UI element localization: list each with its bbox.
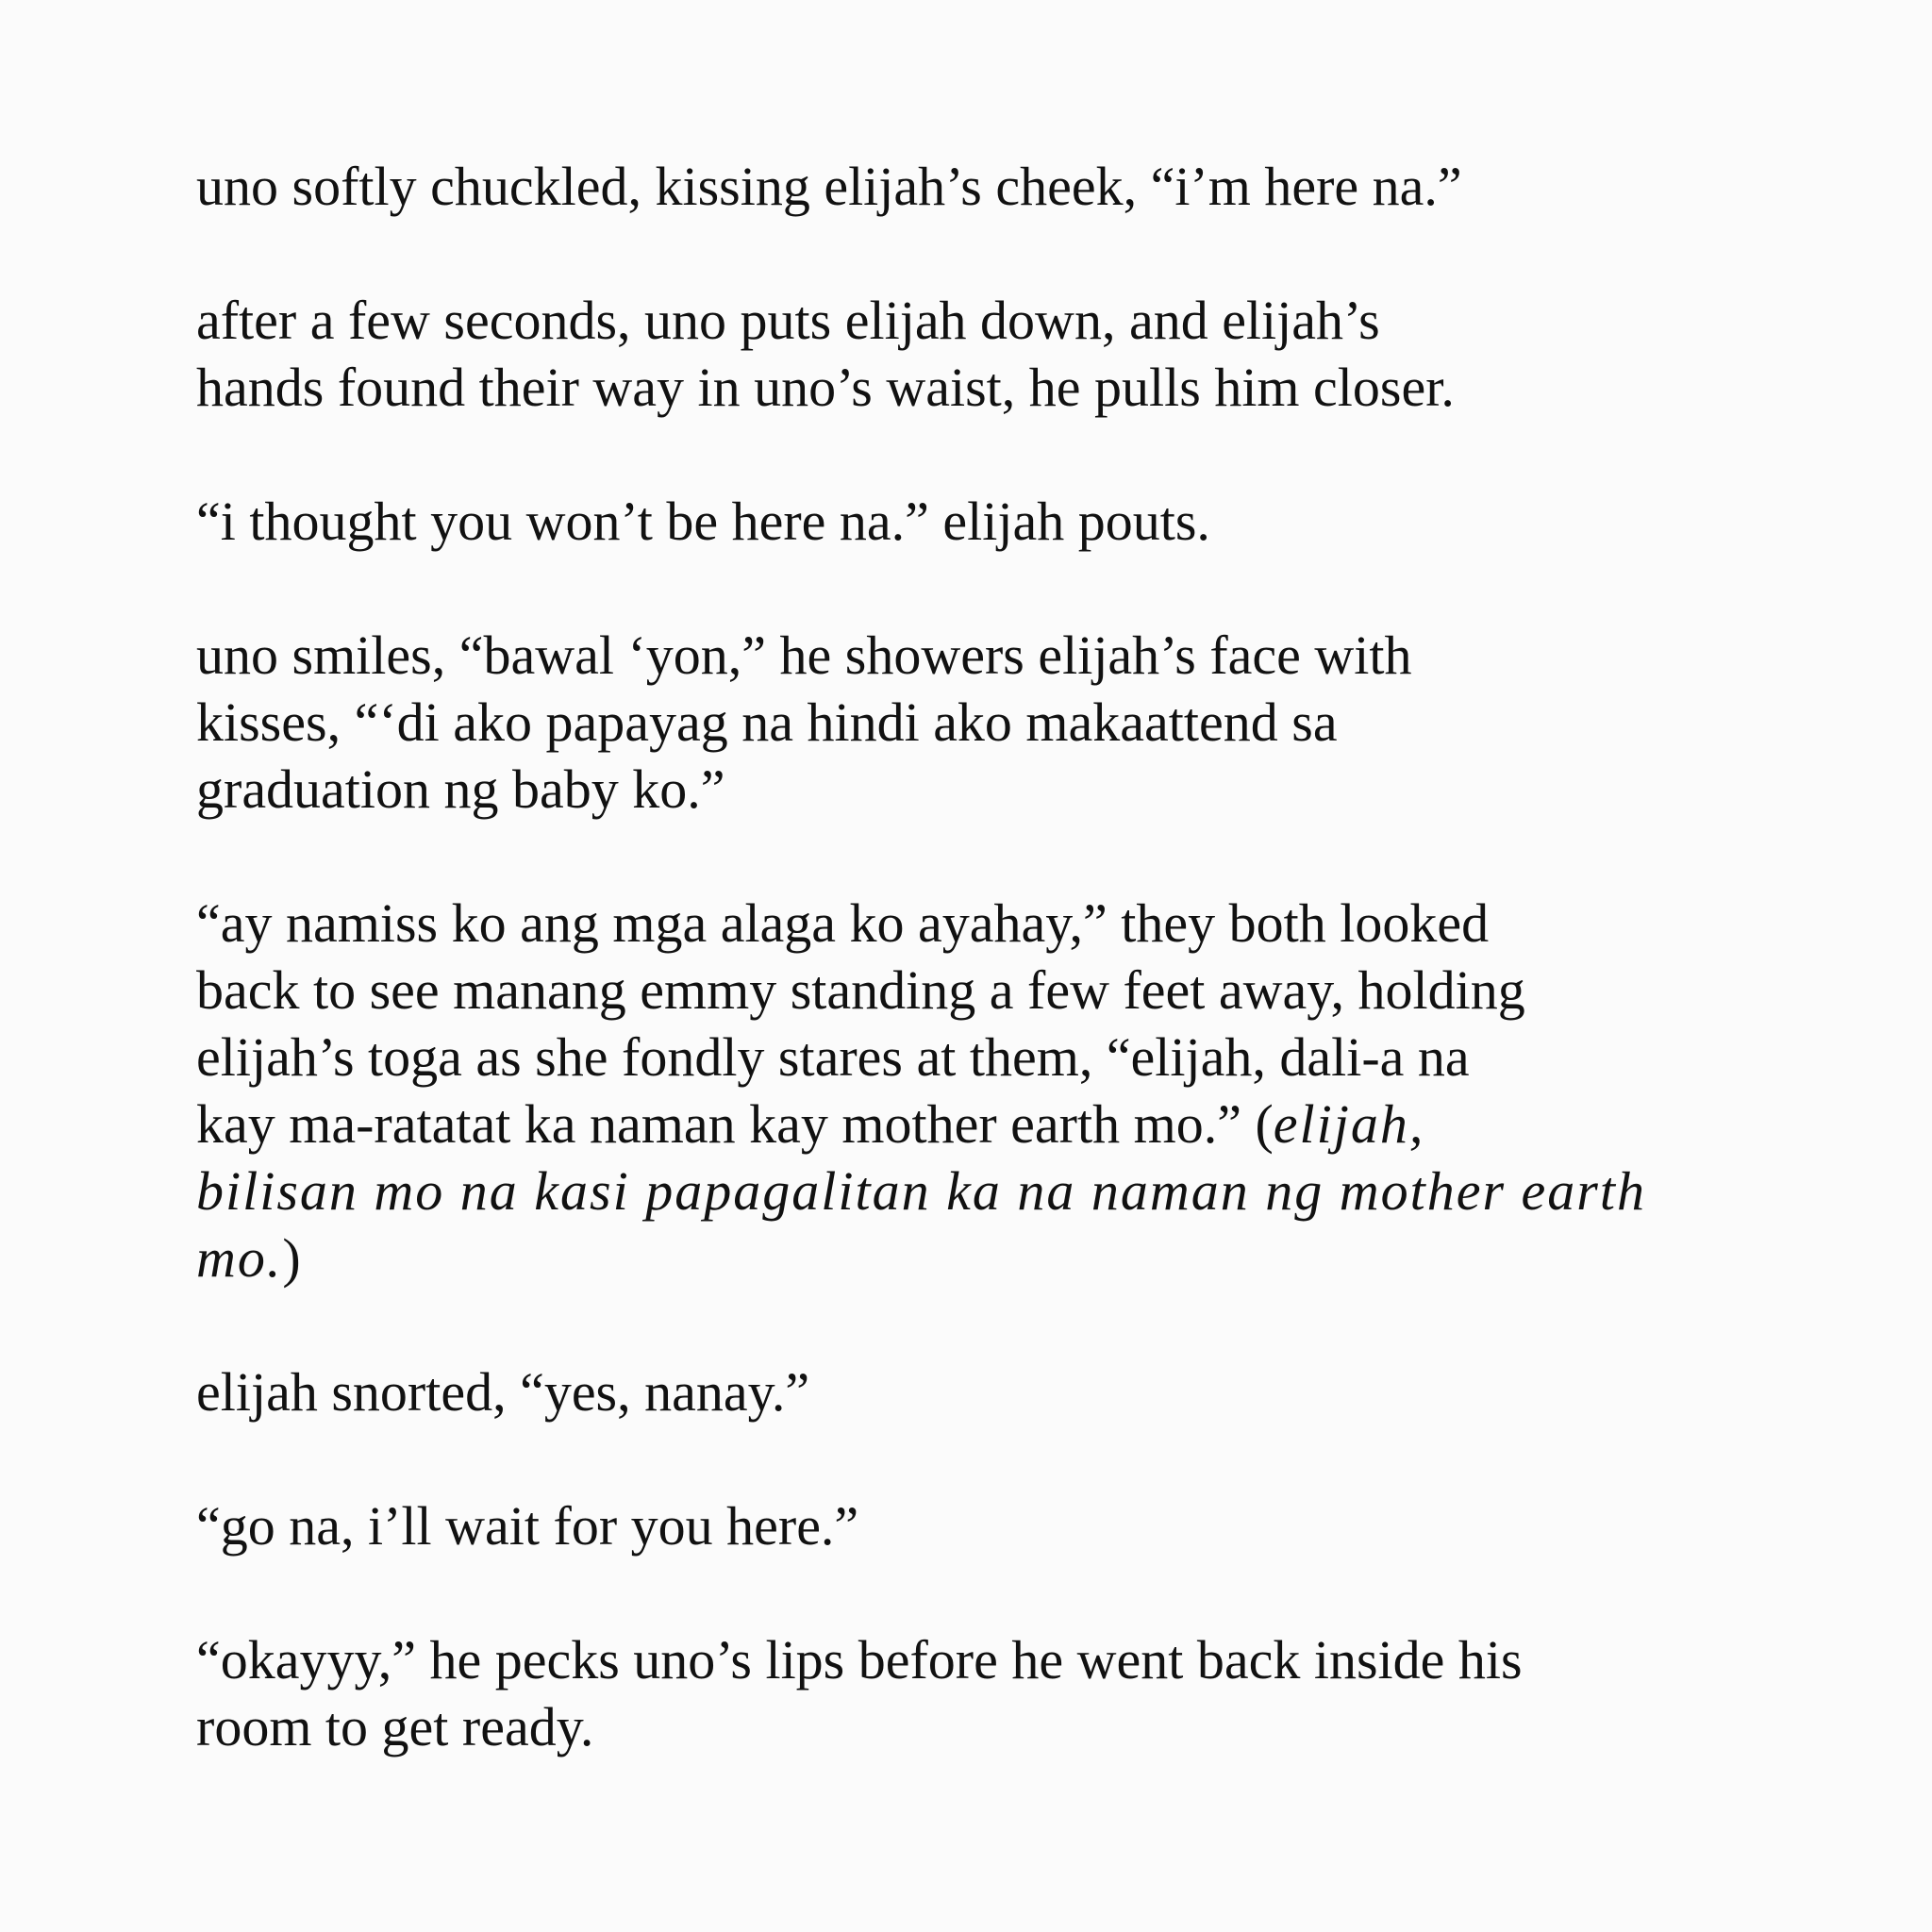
paragraph-1-text: uno softly chuckled, kissing elijah’s cheek, “i’m here na.” [196, 156, 1462, 217]
paragraph-6 [196, 1358, 1762, 1425]
paragraph-1 [196, 153, 1762, 220]
paragraph-8-text: “okayyy,” he pecks uno’s lips before he went back inside his room to get ready. [196, 1629, 1523, 1757]
paragraph-7-text: “go na, i’ll wait for you here.” [196, 1495, 859, 1557]
paragraph-5 [196, 890, 1762, 1291]
paragraph-5-translation: elijah, bilisan mo na kasi papagalitan ka na naman ng mother earth mo. [196, 1093, 1646, 1289]
paragraph-4-text: uno smiles, “bawal ‘yon,” he showers elijah’s face with kisses, “‘di ako papayag na hindi ako makaattend sa graduation ng baby ko.” [196, 625, 1412, 820]
story-text [196, 153, 1762, 1760]
paragraph-2-text: after a few seconds, uno puts elijah down, and elijah’s hands found their way in uno’s waist, he pulls him closer. [196, 290, 1455, 418]
paragraph-8 [196, 1626, 1762, 1760]
paragraph-6-text: elijah snorted, “yes, nanay.” [196, 1361, 810, 1423]
paragraph-4 [196, 622, 1762, 823]
paragraph-3 [196, 488, 1762, 555]
paragraph-7 [196, 1492, 1762, 1559]
paragraph-5-text: “ay namiss ko ang mga alaga ko ayahay,” they both looked back to see manang emmy standing a few feet away, holding elijah’s toga as she fondly stares at them, “elijah, dali-a na kay ma-ratatat ka naman kay mother earth mo.” ( [196, 892, 1525, 1155]
paragraph-5-tail: ) [282, 1227, 301, 1289]
paragraph-2 [196, 287, 1762, 421]
paragraph-3-text: “i thought you won’t be here na.” elijah pouts. [196, 491, 1210, 552]
